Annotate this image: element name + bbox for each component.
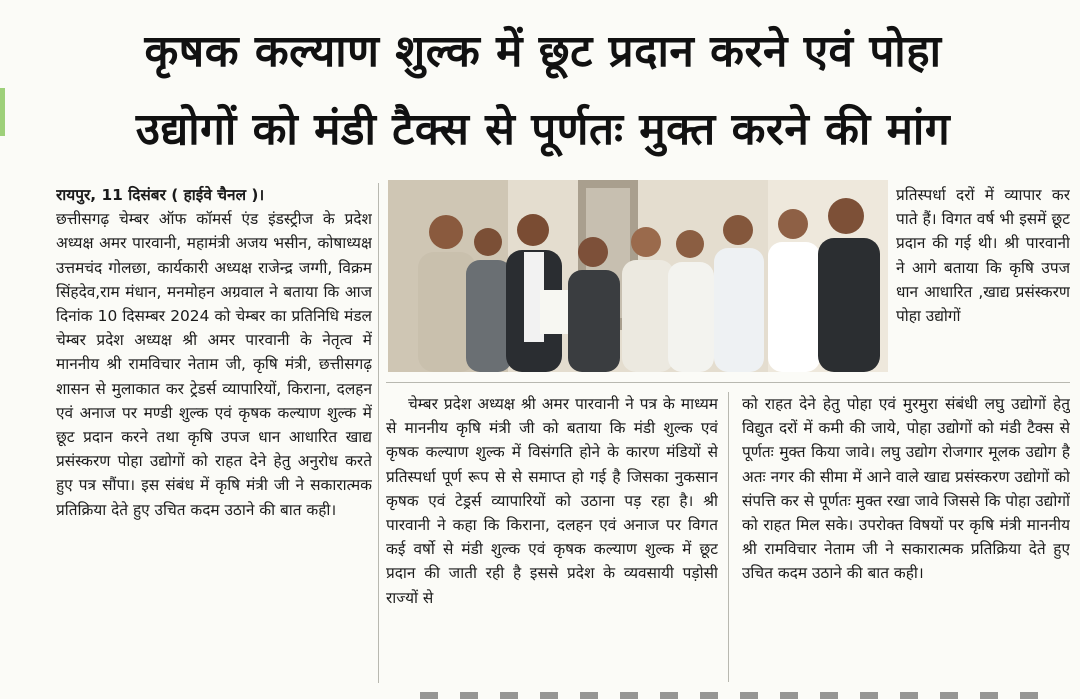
article-column-3-bottom: को राहत देने हेतु पोहा एवं मुरमुरा संबंधी लघु उद्योगों हेतु विद्युत दरों में कमी की जाये, पोहा उद्योगों को मंडी टैक्स से पूर्णतः मुक्त किया जावे। लघु उद्योग रोजगार मूलक उद्योग है अतः नगर की सीमा में आने वाले खाद्य प्रसंस्करण उद्योगों को संपत्ति कर से पूर्णतः मुक्त रखा जावे जिससे कि पोहा उद्योगों को राहत मिल सके। उपरोक्त विषयों पर कृषि मंत्री माननीय श्री रामविचार नेताम जी ने सकारात्मक प्रतिक्रिया देते हुए उचित कदम उठाने की बात कही। [742,395,1070,583]
dateline: रायपुर, 11 दिसंबर ( हाईवे चैनल )। [56,186,265,204]
article-column-1 [56,183,372,683]
article-text: चेम्बर प्रदेश अध्यक्ष श्री अमर पारवानी ने पत्र के माध्यम से माननीय कृषि मंत्री जी को बताया कि मंडी शुल्क एवं कृषक कल्याण शुल्क में विसंगति होने के कारण मंडियों से प्रतिस्पर्धा पूर्ण रूप से से समाप्त हो गई है जिसका नुकसान कृषक एवं टेड्रर्स व्यापारियों को उठाना पड़ रहा है। श्री पारवानी ने कहा कि किराना, दलहन एवं अनाज पर विगत कई वर्षो से मंडी शुल्क एवं कृषक कल्याण शुल्क में छूट प्रदान की जाती रही है इससे प्रदेश के व्यवसायी पड़ोसी राज्यों से [386,395,718,607]
article-column-3-top: प्रतिस्पर्धा दरों में व्यापार कर पाते हैं। विगत वर्ष भी इसमें छूट प्रदान की गई थी। श्री पारवानी ने आगे बताया कि कृषि उपज धान आधारित ,खाद्य प्रसंस्करण पोहा उद्योगों [896,186,1070,326]
column-divider [728,392,729,682]
article-column-2 [386,392,718,682]
page-edge-marker [0,88,5,136]
column-divider [378,183,379,683]
photo-illustration [388,180,888,372]
headline-line-2: उद्योगों को मंडी टैक्स से पूर्णतः मुक्त करने की मांग [135,104,951,155]
headline-line-1: कृषक कल्याण शुल्क में छूट प्रदान करने एवं पोहा [144,26,942,77]
next-headline-fragment [420,692,1060,699]
article-text: छत्तीसगढ़ चेम्बर ऑफ कॉमर्स एंड इंडस्ट्रीज के प्रदेश अध्यक्ष अमर पारवानी, महामंत्री अजय भसीन, कोषाध्यक्ष उत्तमचंद गोलछा, कार्यकारी अध्यक्ष राजेन्द्र जग्गी, विक्रम सिंहदेव,राम मंधान, मनमोहन अग्रवाल ने बताया कि आज दिनांक 10 दिसम्बर 2024 को चेम्बर का प्रतिनिधि मंडल चेम्बर प्रदेश अध्यक्ष श्री अमर पारवानी के नेतृत्व में माननीय श्री रामविचार नेताम जी, कृषि मंत्री, छत्तीसगढ़ शासन से मुलाकात कर ट्रेडर्स व्यापारियों, किराना, दलहन एवं अनाज पर मण्डी शुल्क एवं कृषक कल्याण शुल्क में छूट प्रदान करने तथा कृषि उपज धान आधारित खाद्य प्रसंस्करण पोहा उद्योगों को राहत देने हेतु अनुरोध करते हुए पत्र सौंपा। इस संबंध में कृषि मंत्री जी ने सकारात्मक प्रतिक्रिया देते हुए उचित कदम उठाने की बात कही। [56,210,372,519]
delegation-photo [388,180,888,372]
